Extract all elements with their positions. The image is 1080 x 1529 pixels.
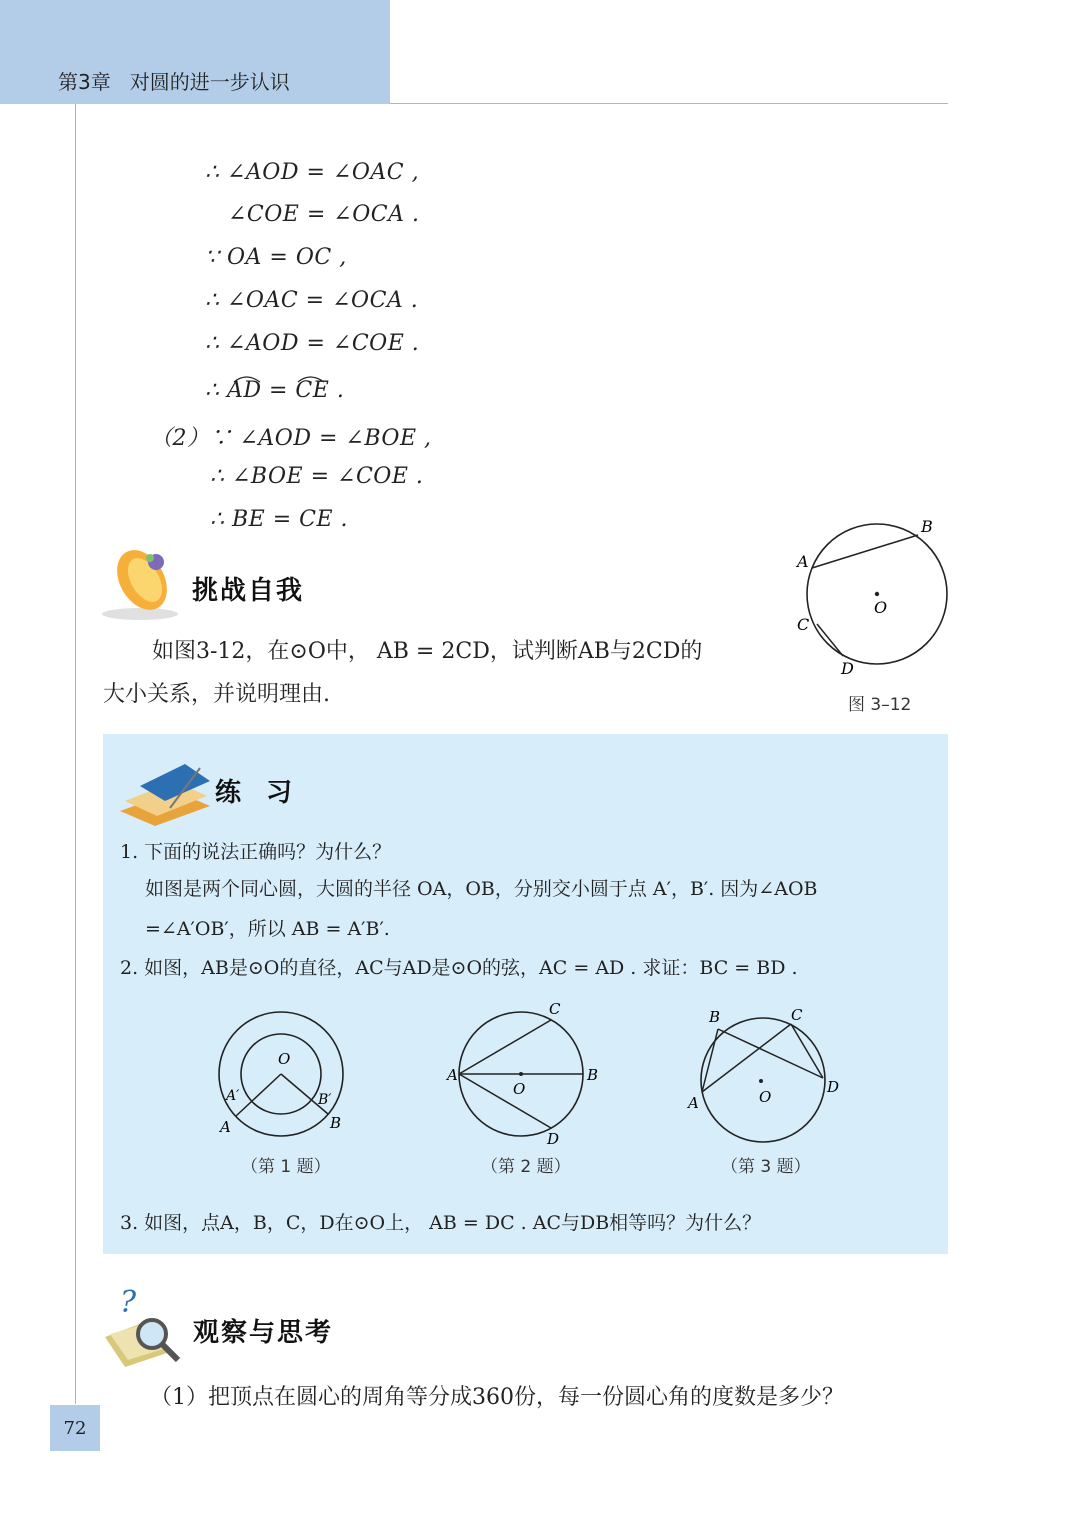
margin-rule — [75, 104, 76, 1404]
fig312-label-a: A — [797, 552, 809, 571]
proof-line-2: ∠COE = ∠OCA . — [228, 202, 420, 227]
practice-title: 练 习 — [215, 778, 301, 808]
challenge-title: 挑战自我 — [192, 576, 305, 606]
proof-line-9: ∴ BE = CE . — [210, 507, 349, 532]
fig1-label-b1: B′ — [318, 1092, 332, 1108]
figure-q2-caption: （第 2 题） — [481, 1157, 571, 1177]
fig2-label-b: B — [587, 1066, 599, 1084]
chapter-header — [0, 0, 390, 104]
practice-q1-line3: =∠A′OB′，所以 AB = A′B′. — [145, 918, 390, 940]
fig312-label-c: C — [797, 615, 810, 634]
question-mark-icon: ? — [120, 1285, 137, 1320]
figure-3-12-caption: 图 3–12 — [848, 695, 912, 715]
fig3-label-d: D — [827, 1078, 840, 1096]
fig1-label-a: A — [220, 1118, 231, 1136]
observe-icon — [100, 1282, 190, 1372]
fig1-label-b: B — [330, 1114, 342, 1132]
proof-line-8: ∴ ∠BOE = ∠COE . — [210, 464, 424, 489]
fig3-label-o: O — [759, 1088, 772, 1106]
figure-q2 — [443, 998, 613, 1148]
figure-3-12 — [785, 512, 955, 682]
fig3-label-a: A — [688, 1094, 699, 1112]
challenge-line-1: 如图3-12，在⊙O中， AB = 2CD，试判断AB与2CD的 — [152, 639, 703, 664]
fig3-label-b: B — [709, 1008, 721, 1026]
practice-q1-line1: 1. 下面的说法正确吗？为什么？ — [120, 841, 392, 863]
page-number: 72 — [63, 1418, 87, 1439]
header-rule — [390, 103, 948, 104]
practice-icon — [115, 756, 215, 826]
proof-line-6: ∴ AD = CE . — [205, 378, 345, 403]
fig312-label-d: D — [841, 659, 854, 678]
fig312-label-b: B — [921, 517, 933, 536]
figure-q1 — [208, 1004, 358, 1144]
observe-line-1: （1）把顶点在圆心的周角等分成360份，每一份圆心角的度数是多少？ — [150, 1385, 844, 1410]
fig1-label-o: O — [278, 1050, 291, 1068]
fig2-label-a: A — [447, 1066, 458, 1084]
challenge-icon — [100, 540, 190, 622]
figure-q3-caption: （第 3 题） — [721, 1157, 811, 1177]
challenge-line-2: 大小关系，并说明理由. — [103, 682, 330, 707]
proof-line-7: （2）∵ ∠AOD = ∠BOE , — [150, 426, 432, 451]
proof-line-3: ∵ OA = OC , — [205, 245, 347, 270]
practice-q2: 2. 如图，AB是⊙O的直径，AC与AD是⊙O的弦，AC = AD . 求证：BC = BD . — [120, 957, 798, 979]
observe-title: 观察与思考 — [193, 1318, 334, 1348]
practice-box — [103, 734, 948, 1254]
proof-line-4: ∴ ∠OAC = ∠OCA . — [205, 288, 419, 313]
figure-q1-caption: （第 1 题） — [241, 1157, 331, 1177]
figure-q3 — [683, 1004, 853, 1149]
fig312-label-o: O — [874, 598, 888, 617]
fig2-label-d: D — [547, 1130, 560, 1148]
fig2-label-o: O — [513, 1080, 526, 1098]
fig3-label-c: C — [791, 1006, 803, 1024]
practice-q3: 3. 如图，点A，B，C，D在⊙O上， AB = DC . AC与DB相等吗？为什么？ — [120, 1212, 762, 1234]
fig2-label-c: C — [549, 1000, 561, 1018]
fig1-label-a1: A′ — [226, 1088, 240, 1104]
page-number-box — [50, 1405, 100, 1451]
practice-q1-line2: 如图是两个同心圆，大圆的半径 OA，OB，分别交小圆于点 A′，B′. 因为∠AOB — [145, 878, 818, 900]
chapter-title: 第3章 对圆的进一步认识 — [58, 70, 290, 94]
arc-marks-ad-ce — [228, 370, 338, 384]
proof-line-5: ∴ ∠AOD = ∠COE . — [205, 331, 420, 356]
proof-line-1: ∴ ∠AOD = ∠OAC , — [205, 160, 420, 185]
